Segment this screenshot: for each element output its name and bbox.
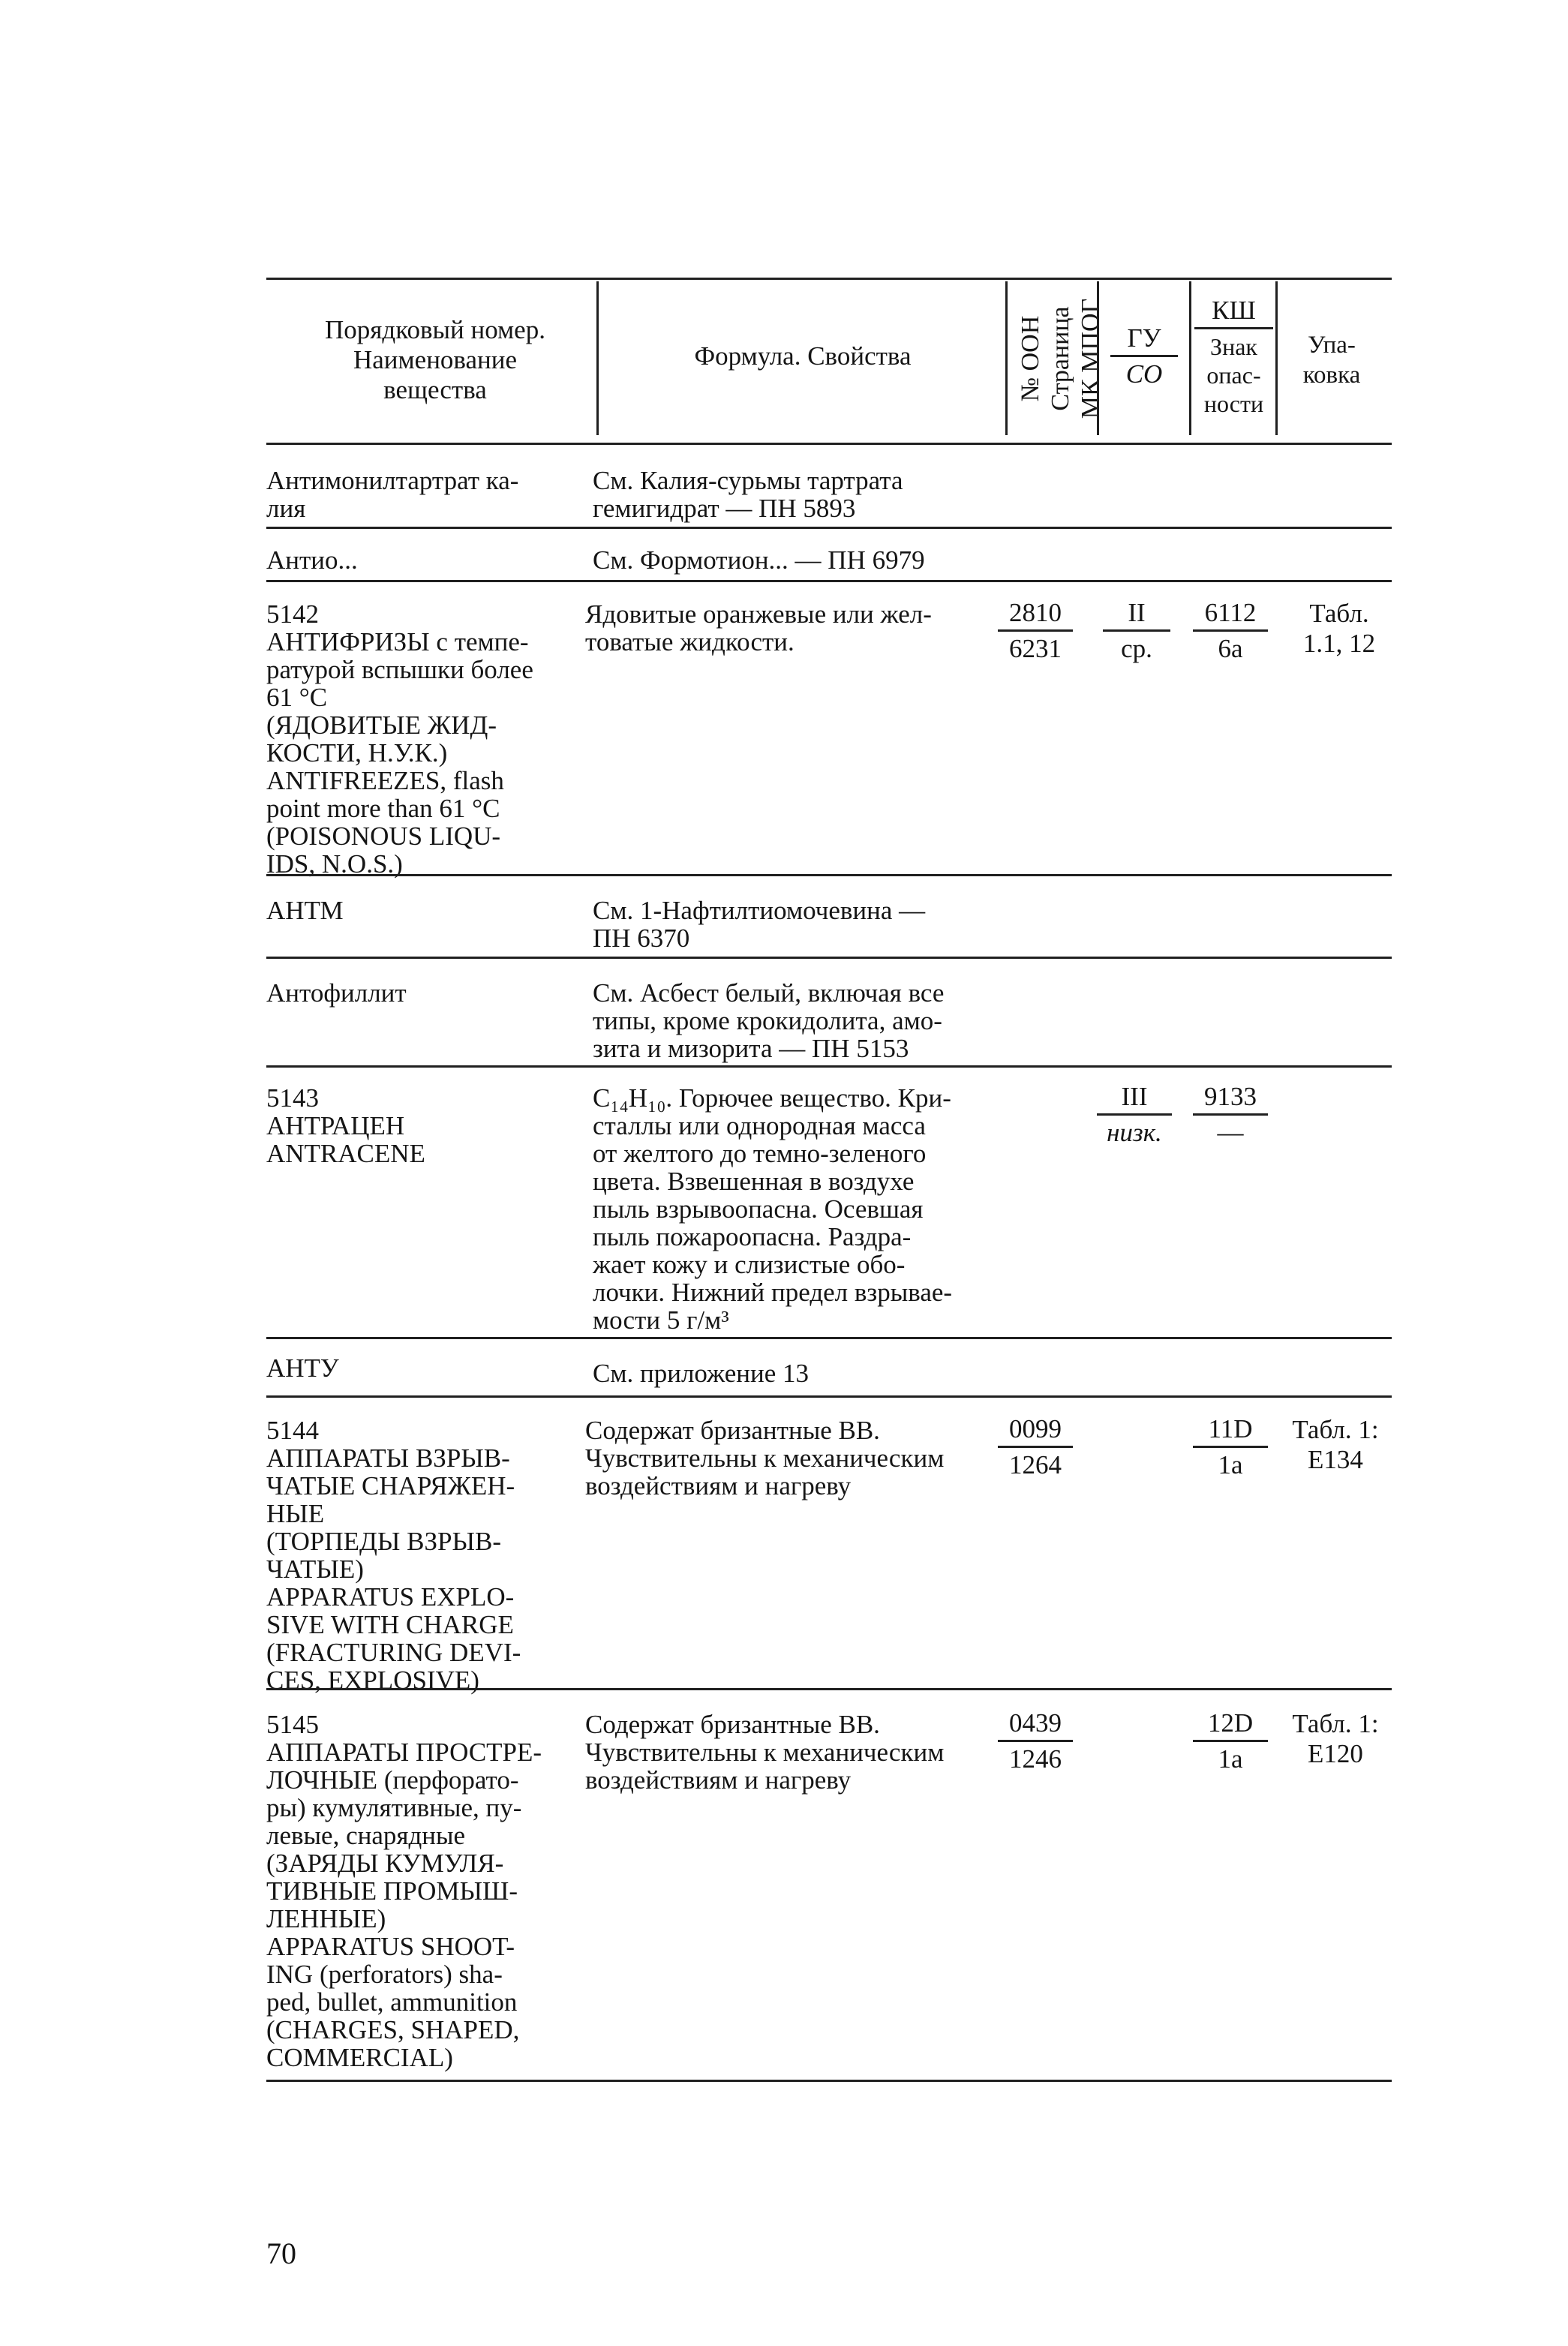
entry-props: С₁₄Н₁₀. Горючее вещество. Кри- сталлы или однородная масса от желтого до темно-зеленого цвета. Взвешенная в воздухе пыль взрывоопасна. Осевшая пыль пожароопасна. Раздра- жает кожу и слизистые обо- лочки. Нижний предел взрывае- мости 5 г/м³ [593, 1083, 953, 1335]
entry-props: Содержат бризантные ВВ. Чувствительны к механическим воздействиям и нагреву [585, 1416, 945, 1500]
header-separator [1005, 281, 1008, 435]
un-page-fraction [998, 1415, 1073, 1479]
header-name-col: Порядковый номер. Наименование вещества [325, 315, 545, 404]
header-gu-co [1110, 324, 1178, 388]
ksh-sign-fraction [1193, 599, 1268, 662]
row-rule [266, 527, 1392, 529]
hazard-sign: 6а [1218, 634, 1243, 663]
entry-name: 5145 АППАРАТЫ ПРОСТРЕ- ЛОЧНЫЕ (перфорато- ры) кумулятивные, пу- левые, снарядные (ЗАРЯДЫ КУМУЛЯ- ТИВНЫЕ ПРОМЫШ- ЛЕННЫЕ) APPARATUS SHOOT- ING (perforators) sha- ped, bullet, ammunition (CHARGES, SHAPED, COMMERCIAL) [266, 1710, 542, 2072]
header-gu: ГУ [1110, 324, 1178, 357]
header-page-label: Страница [1047, 306, 1074, 411]
entry-props: Ядовитые оранжевые или жел- товатые жидкости. [585, 599, 932, 656]
mk-page: 6231 [1009, 634, 1062, 663]
row-rule [266, 1337, 1392, 1339]
table-top-rule [266, 278, 1392, 280]
un-number: 2810 [998, 599, 1073, 632]
hazard-sign: — [1217, 1118, 1244, 1147]
gu-value: III [1097, 1083, 1172, 1116]
packaging: Табл. 1.1, 12 [1302, 599, 1376, 658]
row-rule [266, 957, 1392, 959]
header-bottom-rule [266, 443, 1392, 445]
ksh-value: 11D [1193, 1415, 1268, 1448]
un-number: 0439 [998, 1709, 1073, 1742]
ksh-sign-fraction [1193, 1415, 1268, 1479]
header-separator [1097, 281, 1099, 435]
entry-name: 5142 АНТИФРИЗЫ с темпе- ратурой вспышки более 61 °С (ЯДОВИТЫЕ ЖИД- КОСТИ, Н.У.К.) ANTIFREEZES, flash point more than 61 °C (POISONOUS LIQU- IDS, N.O.S.) [266, 599, 533, 879]
ksh-value: 6112 [1193, 599, 1268, 632]
header-ksh-sign [1194, 296, 1273, 418]
un-number: 0099 [998, 1415, 1073, 1448]
co-value: ср. [1121, 634, 1152, 663]
row-rule [266, 1688, 1392, 1690]
co-value: низк. [1107, 1118, 1162, 1147]
header-un-number: № ООН [1017, 315, 1044, 402]
entry-props: См. Асбест белый, включая все типы, кроме крокидолита, амо- зита и мизорита — ПН 5153 [593, 978, 945, 1063]
header-separator [596, 281, 599, 435]
header-separator [1189, 281, 1191, 435]
header-ksh: КШ [1194, 296, 1273, 329]
gu-co-fraction [1097, 1083, 1172, 1146]
hazard-sign: 1а [1218, 1744, 1243, 1774]
header-pack: Упа- ковка [1302, 332, 1361, 389]
ksh-sign-fraction [1193, 1083, 1268, 1146]
page-number: 70 [266, 2236, 296, 2270]
entry-props: См. 1-Нафтилтиомочевина — ПН 6370 [593, 896, 926, 953]
entry-props: Содержат бризантные ВВ. Чувствительны к механическим воздействиям и нагреву [585, 1710, 945, 1795]
entry-name: Антофиллит [266, 978, 407, 1008]
entry-name: 5143 АНТРАЦЕН ANTRACENE [266, 1083, 425, 1168]
hazard-sign: 1а [1218, 1450, 1243, 1479]
entry-name: АНТУ [266, 1353, 339, 1383]
header-mk-mpog: МК МПОГ [1077, 298, 1104, 419]
row-rule [266, 580, 1392, 582]
row-rule [266, 1395, 1392, 1398]
gu-co-fraction [1103, 599, 1170, 662]
row-rule [266, 874, 1392, 876]
header-props-col: Формула. Свойства [694, 341, 912, 371]
mk-page: 1264 [1009, 1450, 1062, 1479]
entry-name: Антимонилтартрат ка- лия [266, 466, 519, 523]
ksh-sign-fraction [1193, 1709, 1268, 1773]
un-page-fraction [998, 1709, 1073, 1773]
un-page-fraction [998, 599, 1073, 662]
ksh-value: 12D [1193, 1709, 1268, 1742]
entry-props: См. Формотион... — ПН 6979 [593, 545, 925, 575]
packaging: Табл. 1: Е120 [1292, 1709, 1379, 1768]
ksh-value: 9133 [1193, 1083, 1268, 1116]
entry-props: См. Калия-сурьмы тартрата гемигидрат — ПН 5893 [593, 466, 903, 523]
entry-name: Антио... [266, 545, 358, 575]
header-separator [1275, 281, 1278, 435]
mk-page: 1246 [1009, 1744, 1062, 1774]
header-co: СО [1125, 359, 1163, 389]
entry-name: АНТМ [266, 896, 344, 925]
header-sign: Знак опас- ности [1203, 333, 1264, 417]
packaging: Табл. 1: Е134 [1292, 1415, 1379, 1474]
entry-props: См. приложение 13 [593, 1359, 810, 1388]
table-bottom-rule [266, 2080, 1392, 2082]
entry-name: 5144 АППАРАТЫ ВЗРЫВ- ЧАТЫЕ СНАРЯЖЕН- НЫЕ (ТОРПЕДЫ ВЗРЫВ- ЧАТЫЕ) APPARATUS EXPLO- SIVE WITH CHARGE (FRACTURING DEVI- CES, EXPLOSIVE) [266, 1416, 521, 1695]
row-rule [266, 1065, 1392, 1068]
gu-value: II [1103, 599, 1170, 632]
